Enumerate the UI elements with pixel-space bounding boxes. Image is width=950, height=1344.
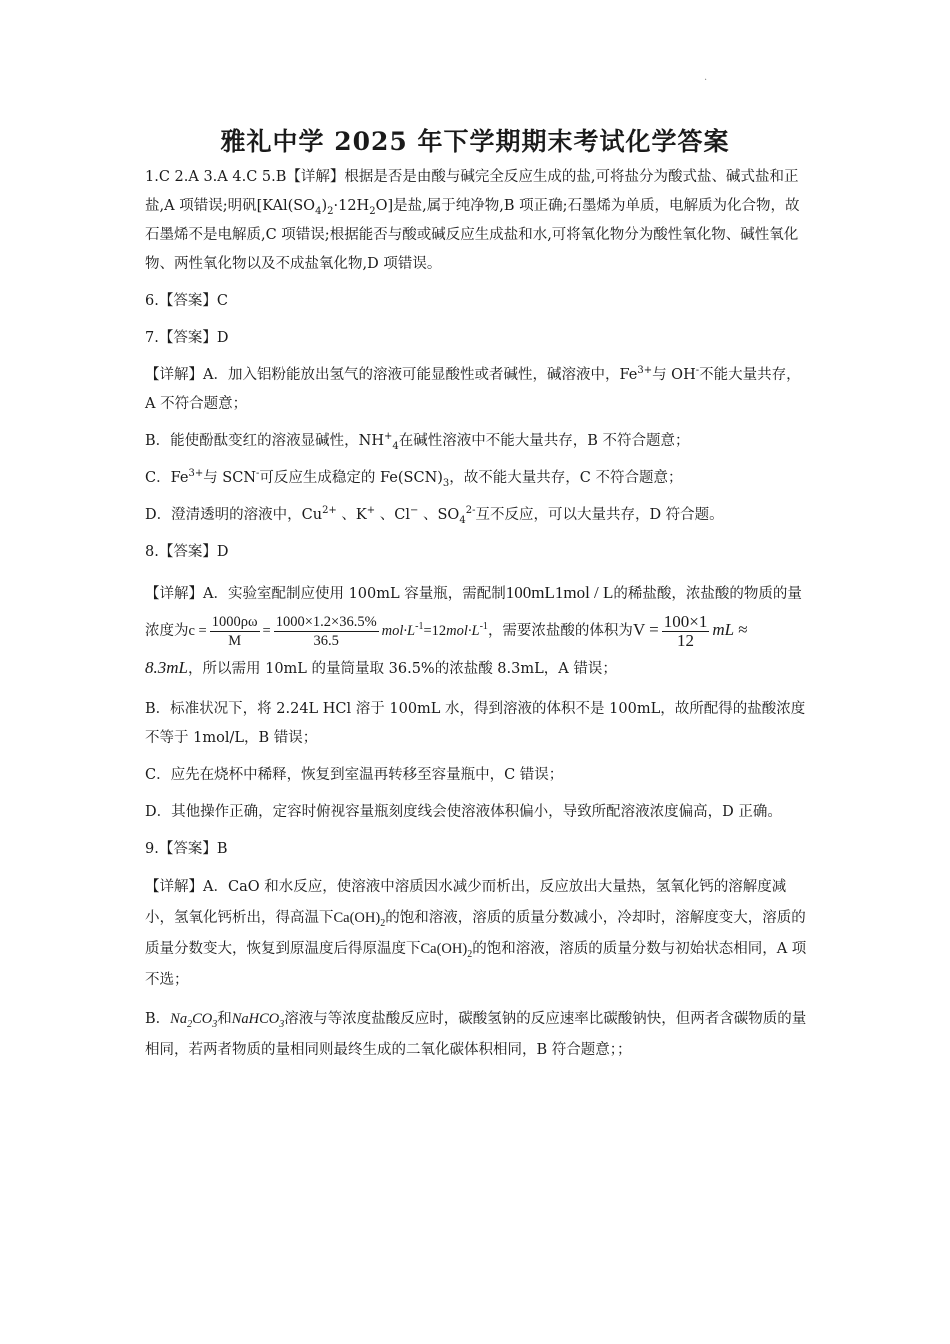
answer-7: 7.【答案】D xyxy=(145,330,229,346)
q8-explanation-b: B．标准状况下，将 2.24L HCl 溶于 100mL 水，得到溶液的体积不是 100mL，故所配得的盐酸浓度不等于 1mol/L，B 错误； xyxy=(145,701,806,747)
q8-volume-formula: V = $\frac{100\times 1}{12}$ mL ≈ 8.3mL xyxy=(145,611,748,678)
q9-explanation-b: B．$Na_2CO_3$和NaHCO$_3$溶液与等浓度盐酸反应时，碳酸氢钠的反应速率比碳酸钠快，但两者含碳物质的量相同，若两者物质的量相同则最终生成的二氧化碳体积相同，B 符合题意；； xyxy=(145,1011,807,1059)
calcium-hydroxide-formula: $Ca(OH)_2$ xyxy=(420,941,473,961)
q7-explanation-d: D．澄清透明的溶液中，$Cu^{2+}$ 、K+ 、Cl− 、$SO_4^{2-}$互不反应，可以大量共存，D 符合题。 xyxy=(145,505,724,526)
q9-explanation-a: 【详解】A．CaO 和水反应，使溶液中溶质因水减少而析出，反应放出大量热，氢氧化钙的溶解度减小，氢氧化钙析出，得高温下$Ca(OH)_2$的饱和溶液，溶质的质量分数减小，冷却时，溶解度变大，溶质的质量分数变大，恢复到原温度后得原温度下$Ca(OH)_2$的饱和溶液，溶质的质量分数与初始状态相同，A 项不选； xyxy=(145,879,807,989)
document-title: 雅礼中学 2025 年下学期期末考试化学答案 xyxy=(220,127,730,156)
q8-explanation-a: 【详解】A．实验室配制应使用 100mL 容量瓶，需配制100mL1mol / L的稀盐酸，浓盐酸的物质的量浓度为c = $\frac{1000\rho\omega}{M}$ = $\frac{1000\times 1.2\times 36.5\%}{36.5}$ $mol\cdot L^{-1}=12mol\cdot L^{-1}$，需要浓盐酸的体积为V = $\frac{100\times 1}{12}$ mL ≈ 8.3mL，所以需用 10mL 的量筒量取 36.5%的浓盐酸 8.3mL，A 错误； xyxy=(145,583,802,678)
q7-explanation-a: 【详解】A．加入铝粉能放出氢气的溶液可能显酸性或者碱性，碱溶液中，$Fe^{3+}$与 OH-不能大量共存，A 不符合题意； xyxy=(145,365,801,412)
q8-explanation-c: C．应先在烧杯中稀释，恢复到室温再转移至容量瓶中，C 错误； xyxy=(145,767,564,784)
q8-explanation-d: D．其他操作正确，定容时俯视容量瓶刻度线会使溶液体积偏小，导致所配溶液浓度偏高，D 正确。 xyxy=(145,804,782,821)
corner-mark: . xyxy=(704,72,708,83)
answer-9: 9.【答案】B xyxy=(145,841,228,858)
q7-explanation-b: B．能使酚酞变红的溶液显碱性，$NH^+_4$在碱性溶液中不能大量共存，B 不符合题意； xyxy=(145,431,690,452)
answer-6: 6.【答案】C xyxy=(145,293,228,309)
q8-concentration-formula: c = $\frac{1000\rho\omega}{M}$ = $\frac{1000\times 1.2\times 36.5\%}{36.5}$ $mol\cdot L^{-1}=12mol\cdot L^{-1}$ xyxy=(188,614,488,650)
sodium-bicarbonate-formula: NaHCO$_3$ xyxy=(231,1011,285,1031)
answers-1-5: 1.C 2.A 3.A 4.C 5.B【详解】根据是否是由酸与碱完全反应生成的盐,可将盐分为酸式盐、碱式盐和正盐,A 项错误;明矾$[KAl(SO_4)_2\cdot 12H_2O]$是盐,属于纯净物,B 项正确;石墨烯为单质，电解质为化合物，故石墨烯不是电解质,C 项错误;根据能否与酸或碱反应生成盐和水,可将氧化物分为酸性氧化物、碱性氧化物、两性氧化物以及不成盐氧化物,D 项错误。 xyxy=(145,169,800,272)
q8-concentration-expression: 100mL1mol / L xyxy=(505,583,614,602)
calcium-hydroxide-formula: $Ca(OH)_2$ xyxy=(333,910,386,930)
sodium-carbonate-formula: $Na_2CO_3$ xyxy=(170,1011,218,1031)
q7-explanation-c: C．$Fe^{3+}$与 SCN-可反应生成稳定的 $Fe(SCN)_3$，故不能大量共存，C 不符合题意； xyxy=(145,468,683,489)
answer-8: 8.【答案】D xyxy=(145,544,229,560)
answer-content xyxy=(145,163,807,1074)
